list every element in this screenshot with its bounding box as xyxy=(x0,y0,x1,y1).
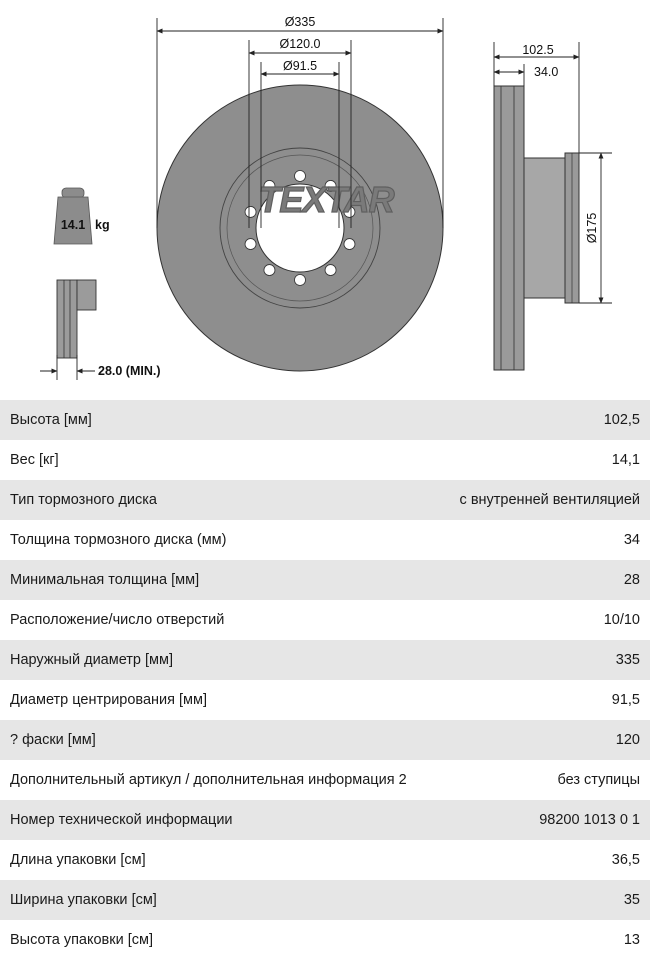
spec-value: 35 xyxy=(623,892,640,908)
spec-row xyxy=(0,400,650,440)
brake-disc-drawing xyxy=(0,0,650,400)
bolt-hole xyxy=(325,265,336,276)
min-thickness-section xyxy=(40,280,96,380)
spec-row xyxy=(0,480,650,520)
weight-unit: kg xyxy=(95,218,110,232)
bolt-hole xyxy=(245,206,256,217)
dim-height: 102.5 xyxy=(522,43,554,57)
spec-row xyxy=(0,840,650,880)
spec-label: Толщина тормозного диска (мм) xyxy=(10,532,227,548)
dim-hub-diameter: Ø175 xyxy=(585,212,599,244)
spec-label: Ширина упаковки [см] xyxy=(10,892,157,908)
weight-value: 14.1 xyxy=(60,218,86,232)
spec-label: Расположение/число отверстий xyxy=(10,612,225,628)
spec-label: Тип тормозного диска xyxy=(10,492,157,508)
textar-logo: TEXTAR xyxy=(258,179,394,220)
spec-value: с внутренней вентиляцией xyxy=(459,492,640,508)
spec-label: Минимальная толщина [мм] xyxy=(10,572,200,588)
spec-value: 34 xyxy=(623,532,640,548)
spec-row xyxy=(0,680,650,720)
spec-label: Длина упаковки [см] xyxy=(10,852,146,868)
dim-thickness: 34.0 xyxy=(534,65,559,79)
spec-row xyxy=(0,920,650,960)
bolt-hole xyxy=(344,239,355,250)
spec-label: Высота упаковки [см] xyxy=(10,932,154,948)
spec-label: Номер технической информации xyxy=(10,812,233,828)
dim-center-bore: Ø91.5 xyxy=(282,59,318,73)
spec-value: 13 xyxy=(623,932,640,948)
spec-table xyxy=(0,400,650,960)
spec-row xyxy=(0,720,650,760)
disc-front-view xyxy=(157,85,443,371)
spec-value: без ступицы xyxy=(557,772,640,788)
bolt-hole xyxy=(264,265,275,276)
dim-pcd: Ø120.0 xyxy=(279,37,321,51)
dim-outer-diameter: Ø335 xyxy=(284,15,316,29)
bolt-hole xyxy=(295,275,306,286)
spec-value: 120 xyxy=(615,732,640,748)
weight-icon xyxy=(54,188,92,244)
bolt-hole xyxy=(245,239,256,250)
spec-row xyxy=(0,520,650,560)
spec-row xyxy=(0,800,650,840)
spec-value: 98200 1013 0 1 xyxy=(539,812,640,828)
spec-value: 102,5 xyxy=(603,412,640,428)
spec-value: 335 xyxy=(615,652,640,668)
spec-label: Высота [мм] xyxy=(10,412,92,428)
spec-row xyxy=(0,880,650,920)
spec-value: 91,5 xyxy=(611,692,640,708)
spec-label: Наружный диаметр [мм] xyxy=(10,652,174,668)
spec-value: 14,1 xyxy=(611,452,640,468)
spec-row xyxy=(0,600,650,640)
spec-label: Диаметр центрирования [мм] xyxy=(10,692,208,708)
spec-row xyxy=(0,760,650,800)
spec-row xyxy=(0,640,650,680)
spec-label: Дополнительный артикул / дополнительная информация 2 xyxy=(10,772,407,788)
spec-value: 28 xyxy=(623,572,640,588)
spec-label: Вес [кг] xyxy=(10,452,59,468)
disc-side-view xyxy=(494,86,579,370)
spec-row xyxy=(0,440,650,480)
spec-label: ? фаски [мм] xyxy=(10,732,96,748)
spec-row xyxy=(0,560,650,600)
spec-value: 10/10 xyxy=(603,612,640,628)
min-thickness-label: 28.0 (MIN.) xyxy=(98,364,161,378)
spec-value: 36,5 xyxy=(611,852,640,868)
